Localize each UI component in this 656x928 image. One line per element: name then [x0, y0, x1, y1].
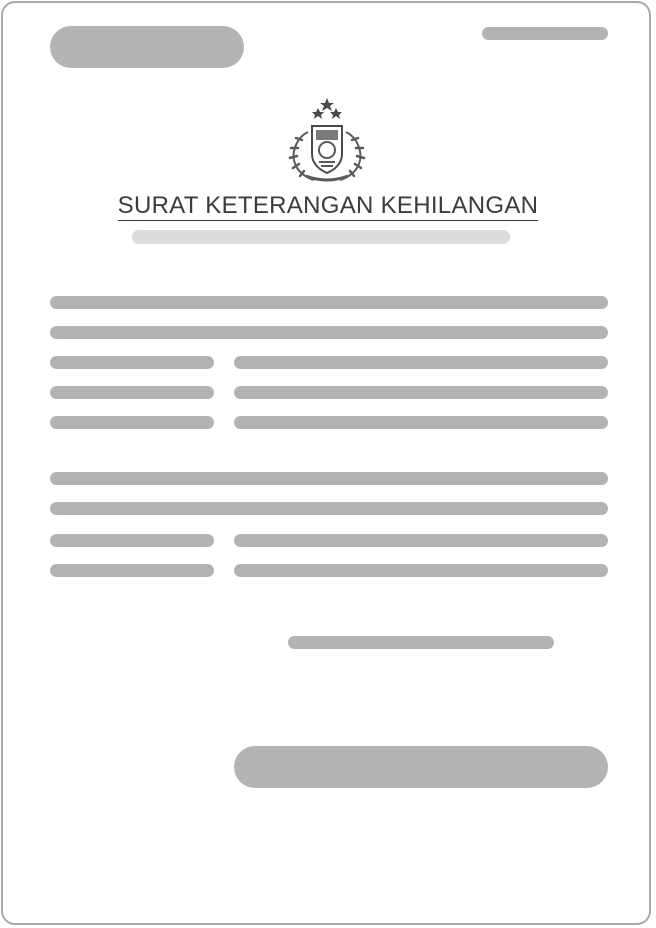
header-left-placeholder — [50, 26, 244, 68]
field-value-placeholder — [234, 386, 608, 399]
header-right-placeholder — [482, 27, 608, 40]
field-label-placeholder — [50, 416, 214, 429]
signature-name-placeholder — [234, 746, 608, 788]
subtitle-placeholder — [132, 230, 510, 244]
field-value-placeholder — [234, 564, 608, 577]
field-value-placeholder — [234, 534, 608, 547]
text-line-placeholder — [50, 502, 608, 515]
text-line-placeholder — [50, 326, 608, 339]
field-value-placeholder — [234, 356, 608, 369]
text-line-placeholder — [50, 296, 608, 309]
signature-place-date-placeholder — [288, 636, 554, 649]
field-label-placeholder — [50, 356, 214, 369]
field-label-placeholder — [50, 564, 214, 577]
text-line-placeholder — [50, 472, 608, 485]
document-title-text: SURAT KETERANGAN KEHILANGAN — [117, 192, 539, 219]
field-label-placeholder — [50, 386, 214, 399]
police-emblem-icon — [278, 96, 376, 184]
document-title — [0, 192, 656, 220]
field-label-placeholder — [50, 534, 214, 547]
field-value-placeholder — [234, 416, 608, 429]
